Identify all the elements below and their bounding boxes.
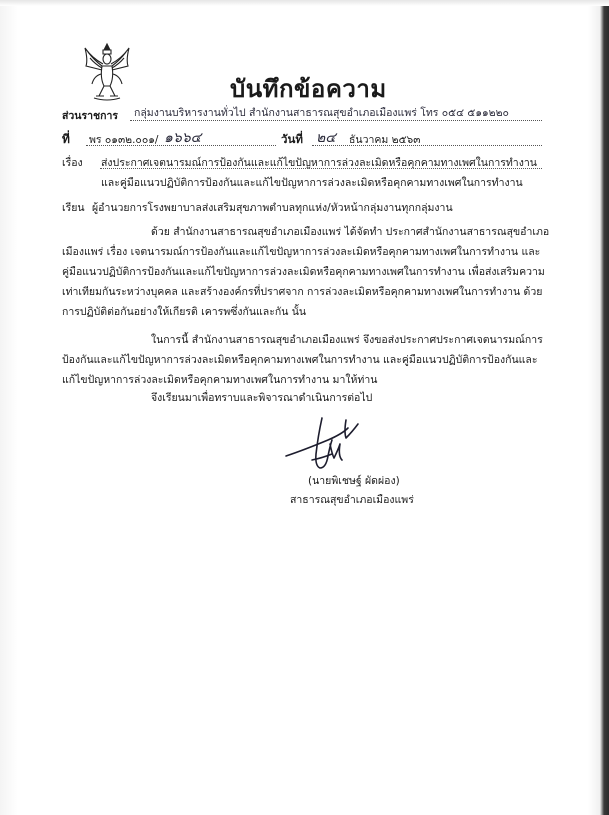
subject-line-2: และคู่มือแนวปฏิบัติการป้องกันและแก้ไขปัญหาการล่วงละเมิดหรือคุกคามทางเพศในการทำงาน	[101, 177, 523, 189]
paragraph-1-line-3: คู่มือแนวปฏิบัติการป้องกันและแก้ไขปัญหาการล่วงละเมิดหรือคุกคามทางเพศในการทำงาน เพื่อส่งเสริมความ	[62, 266, 545, 278]
agency-underline	[130, 120, 542, 121]
paragraph-2-line-2: ป้องกันและแก้ไขปัญหาการล่วงละเมิดหรือคุกคามทางเพศในการทำงาน และคู่มือแนวปฏิบัติการป้องกันและ	[62, 354, 538, 366]
subject-underline	[100, 168, 542, 169]
to-value: ผู้อำนวยการโรงพยาบาลส่งเสริมสุขภาพตำบลทุกแห่ง/หัวหน้ากลุ่มงานทุกกลุ่มงาน	[92, 202, 453, 214]
ref-number: ๑๖๖๔	[164, 130, 202, 146]
date-rest: ธันวาคม ๒๕๖๓	[349, 134, 421, 146]
paragraph-2-line-1: ในการนี้ สำนักงานสาธารณสุขอำเภอเมืองแพร่ จึงขอส่งประกาศประกาศเจตนารมณ์การ	[151, 334, 543, 346]
subject-label: เรื่อง	[62, 157, 83, 169]
ref-underline	[86, 145, 276, 146]
ref-label: ที่	[62, 132, 70, 146]
closing-line: จึงเรียนมาเพื่อทราบและพิจารณาดำเนินการต่อไป	[151, 392, 373, 404]
paragraph-1-line-1: ด้วย สำนักงานสาธารณสุขอำเภอเมืองแพร่ ได้จัดทำ ประกาศสำนักงานสาธารณสุขอำเภอ	[151, 226, 550, 238]
paragraph-2-line-3: แก้ไขปัญหาการล่วงละเมิดหรือคุกคามทางเพศในการทำงาน มาให้ท่าน	[62, 374, 378, 386]
subject-line-1: ส่งประกาศเจตนารมณ์การป้องกันและแก้ไขปัญหาการล่วงละเมิดหรือคุกคามทางเพศในการทำงาน	[101, 157, 537, 169]
to-label: เรียน	[62, 202, 85, 214]
agency-value: กลุ่มงานบริหารงานทั่วไป สำนักงานสาธารณสุขอำเภอเมืองแพร่ โทร ๐๕๔ ๕๑๑๒๒๐	[134, 107, 509, 119]
agency-label: ส่วนราชการ	[62, 110, 119, 122]
ref-prefix: พร ๐๑๓๒.๐๐๑/	[89, 134, 159, 146]
paragraph-1-line-2: เมืองแพร่ เรื่อง เจตนารมณ์การป้องกันและแก้ไขปัญหาการล่วงละเมิดหรือคุกคามทางเพศในการทำงาน และ	[62, 246, 541, 258]
date-label: วันที่	[281, 132, 303, 146]
scan-top-edge	[0, 0, 609, 6]
handwritten-signature-icon	[282, 410, 382, 480]
date-day: ๒๔	[316, 130, 336, 146]
garuda-emblem-icon	[82, 40, 132, 102]
signer-position: สาธารณสุขอำเภอเมืองแพร่	[290, 494, 414, 506]
memo-title: บันทึกข้อความ	[230, 75, 387, 103]
paragraph-1-line-5: การปฏิบัติต่อกันอย่างให้เกียรติ เคารพซึ่งกันและกัน นั้น	[62, 306, 307, 318]
paragraph-1-line-4: เท่าเทียมกันระหว่างบุคคล และสร้างองค์กรที่ปราศจาก การล่วงละเมิดหรือคุกคามทางเพศในการทำงาน ด้วย	[62, 286, 543, 298]
signer-name: (นายพิเชษฐ์ ผัดผ่อง)	[308, 475, 400, 487]
date-underline	[312, 145, 542, 146]
